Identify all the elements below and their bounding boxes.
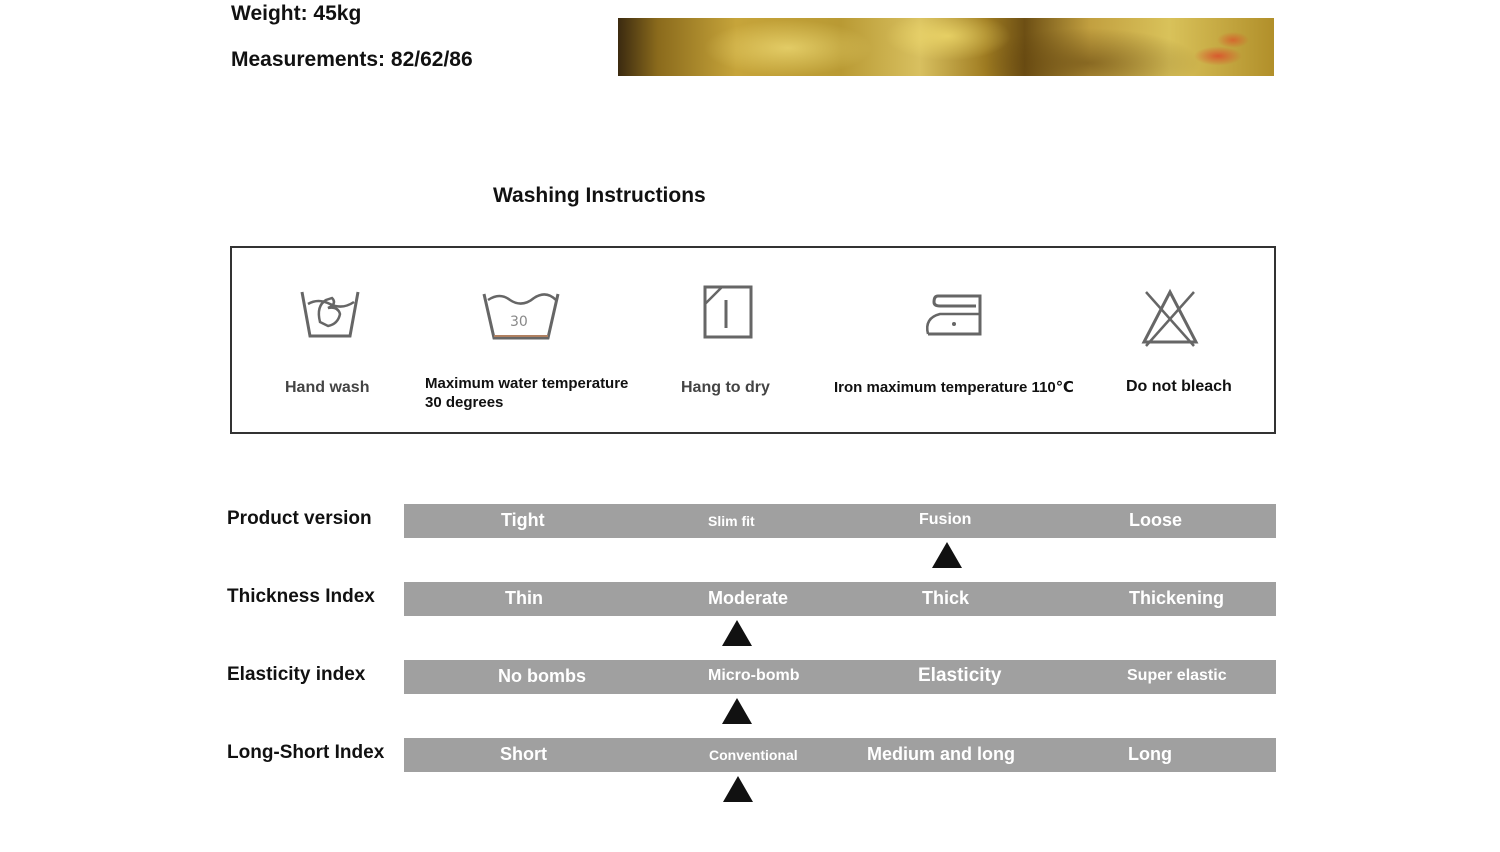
wash-30-icon <box>482 286 562 347</box>
option-thickening: Thickening <box>1129 588 1225 608</box>
iron-icon <box>920 288 988 347</box>
product-version-row <box>0 504 1500 584</box>
option-thin: Thin <box>505 588 543 608</box>
hang-dry-label: Hang to dry <box>681 379 770 396</box>
product-version-title: Product version <box>227 508 372 529</box>
long-short-index-bar <box>404 738 1276 772</box>
option-elasticity: Elasticity <box>918 665 1002 686</box>
no-bleach-icon <box>1140 288 1200 355</box>
option-no-bombs: No bombs <box>498 666 586 686</box>
care-instructions-box <box>230 246 1276 434</box>
thickness-index-bar <box>404 582 1276 616</box>
option-super-elastic: Super elastic <box>1127 667 1227 684</box>
option-moderate: Moderate <box>708 588 789 608</box>
option-slim-fit: Slim fit <box>708 513 755 529</box>
product-version-bar <box>404 504 1276 538</box>
hang-dry-icon <box>702 284 756 347</box>
weight-text: Weight: 45kg <box>231 2 362 25</box>
option-short: Short <box>500 744 547 764</box>
elasticity-index-bar <box>404 660 1276 694</box>
thickness-index-title: Thickness Index <box>227 586 375 607</box>
option-medium-and-long: Medium and long <box>867 744 1015 764</box>
option-loose: Loose <box>1129 510 1183 530</box>
elasticity-index-row <box>0 660 1500 740</box>
option-tight: Tight <box>501 510 545 530</box>
option-conventional: Conventional <box>709 747 798 763</box>
no-bleach-label: Do not bleach <box>1126 378 1232 395</box>
selected-marker <box>723 776 753 802</box>
selected-marker <box>722 698 752 724</box>
washing-instructions-title: Washing Instructions <box>493 184 706 207</box>
selected-marker <box>932 542 962 568</box>
long-short-index-title: Long-Short Index <box>227 742 385 763</box>
option-micro-bomb: Micro-bomb <box>708 667 800 684</box>
option-thick: Thick <box>922 588 970 608</box>
iron-label: Iron maximum temperature 110℃ <box>834 379 1074 396</box>
option-fusion: Fusion <box>919 511 972 528</box>
hand-wash-label: Hand wash <box>285 379 370 396</box>
elasticity-index-title: Elasticity index <box>227 664 366 685</box>
option-long: Long <box>1128 744 1172 764</box>
measurements-text: Measurements: 82/62/86 <box>231 48 473 71</box>
hand-wash-icon <box>298 286 362 349</box>
product-photo <box>618 18 1274 76</box>
selected-marker <box>722 620 752 646</box>
wash-temp-label: Maximum water temperature 30 degrees <box>425 375 629 411</box>
thickness-index-row <box>0 582 1500 662</box>
svg-text:30: 30 <box>510 314 528 330</box>
long-short-index-row <box>0 738 1500 818</box>
